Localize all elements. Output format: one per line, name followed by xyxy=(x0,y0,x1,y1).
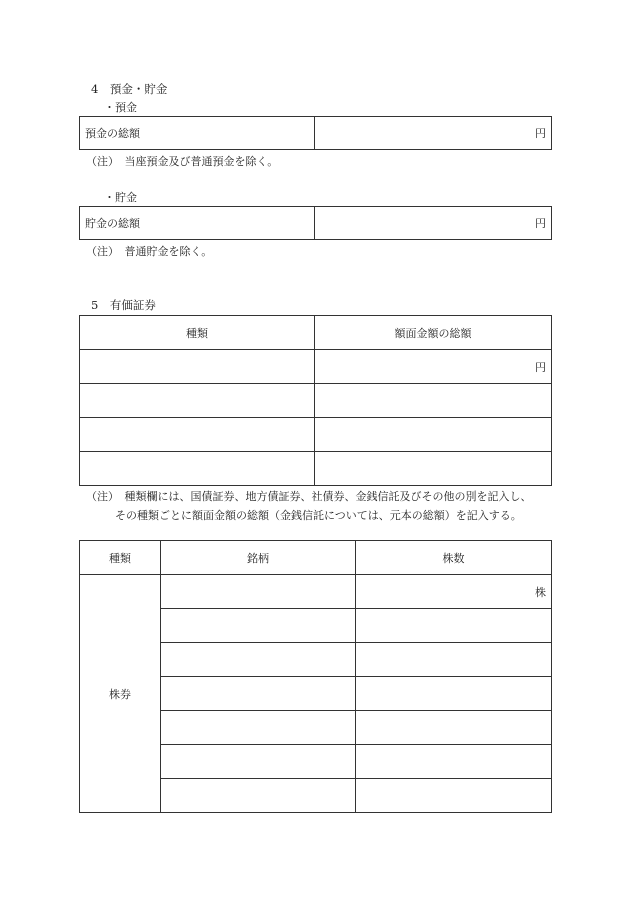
table-row xyxy=(80,350,552,384)
type-cell xyxy=(80,384,315,418)
col-header-shares: 株数 xyxy=(356,541,552,575)
section4-heading: 4 預金・貯金 xyxy=(91,82,168,96)
stocks-table xyxy=(79,540,552,813)
securities-note-line2: その種類ごとに額面金額の総額（金銭信託については、元本の総額）を記入する。 xyxy=(115,509,522,522)
table-row xyxy=(80,418,552,452)
deposit-total-label: 預金の総額 xyxy=(80,117,315,150)
brand-cell xyxy=(161,677,356,711)
savings-total-value: 円 xyxy=(315,207,552,240)
brand-cell xyxy=(161,711,356,745)
face-value-cell xyxy=(315,452,552,486)
table-row xyxy=(80,575,552,609)
face-value-cell xyxy=(315,384,552,418)
deposit-subheading: ・預金 xyxy=(104,101,137,114)
type-cell xyxy=(80,418,315,452)
face-value-cell xyxy=(315,418,552,452)
col-header-brand: 銘柄 xyxy=(161,541,356,575)
securities-note-line1: （注） 種類欄には、国債証券、地方債証券、社債券、金銭信託及びその他の別を記入し、 xyxy=(86,490,532,503)
brand-cell xyxy=(161,643,356,677)
brand-cell xyxy=(161,779,356,813)
shares-cell: 株 xyxy=(356,575,552,609)
type-cell xyxy=(80,452,315,486)
deposit-total-value: 円 xyxy=(315,117,552,150)
col-header-face-value-total: 額面金額の総額 xyxy=(315,316,552,350)
stock-type-cell: 株券 xyxy=(80,575,161,813)
table-row xyxy=(80,384,552,418)
shares-cell xyxy=(356,779,552,813)
brand-cell xyxy=(161,575,356,609)
col-header-type: 種類 xyxy=(80,541,161,575)
col-header-type: 種類 xyxy=(80,316,315,350)
savings-total-label: 貯金の総額 xyxy=(80,207,315,240)
section5-heading: 5 有価証券 xyxy=(91,298,156,312)
shares-cell xyxy=(356,711,552,745)
type-cell xyxy=(80,350,315,384)
shares-cell xyxy=(356,643,552,677)
savings-note: （注） 普通貯金を除く。 xyxy=(86,245,213,258)
deposit-table xyxy=(79,116,552,150)
table-row xyxy=(80,452,552,486)
securities-table xyxy=(79,315,552,486)
savings-table xyxy=(79,206,552,240)
shares-cell xyxy=(356,609,552,643)
shares-cell xyxy=(356,677,552,711)
face-value-cell: 円 xyxy=(315,350,552,384)
brand-cell xyxy=(161,745,356,779)
savings-subheading: ・貯金 xyxy=(104,191,137,204)
shares-cell xyxy=(356,745,552,779)
deposit-note: （注） 当座預金及び普通預金を除く。 xyxy=(86,155,279,168)
brand-cell xyxy=(161,609,356,643)
